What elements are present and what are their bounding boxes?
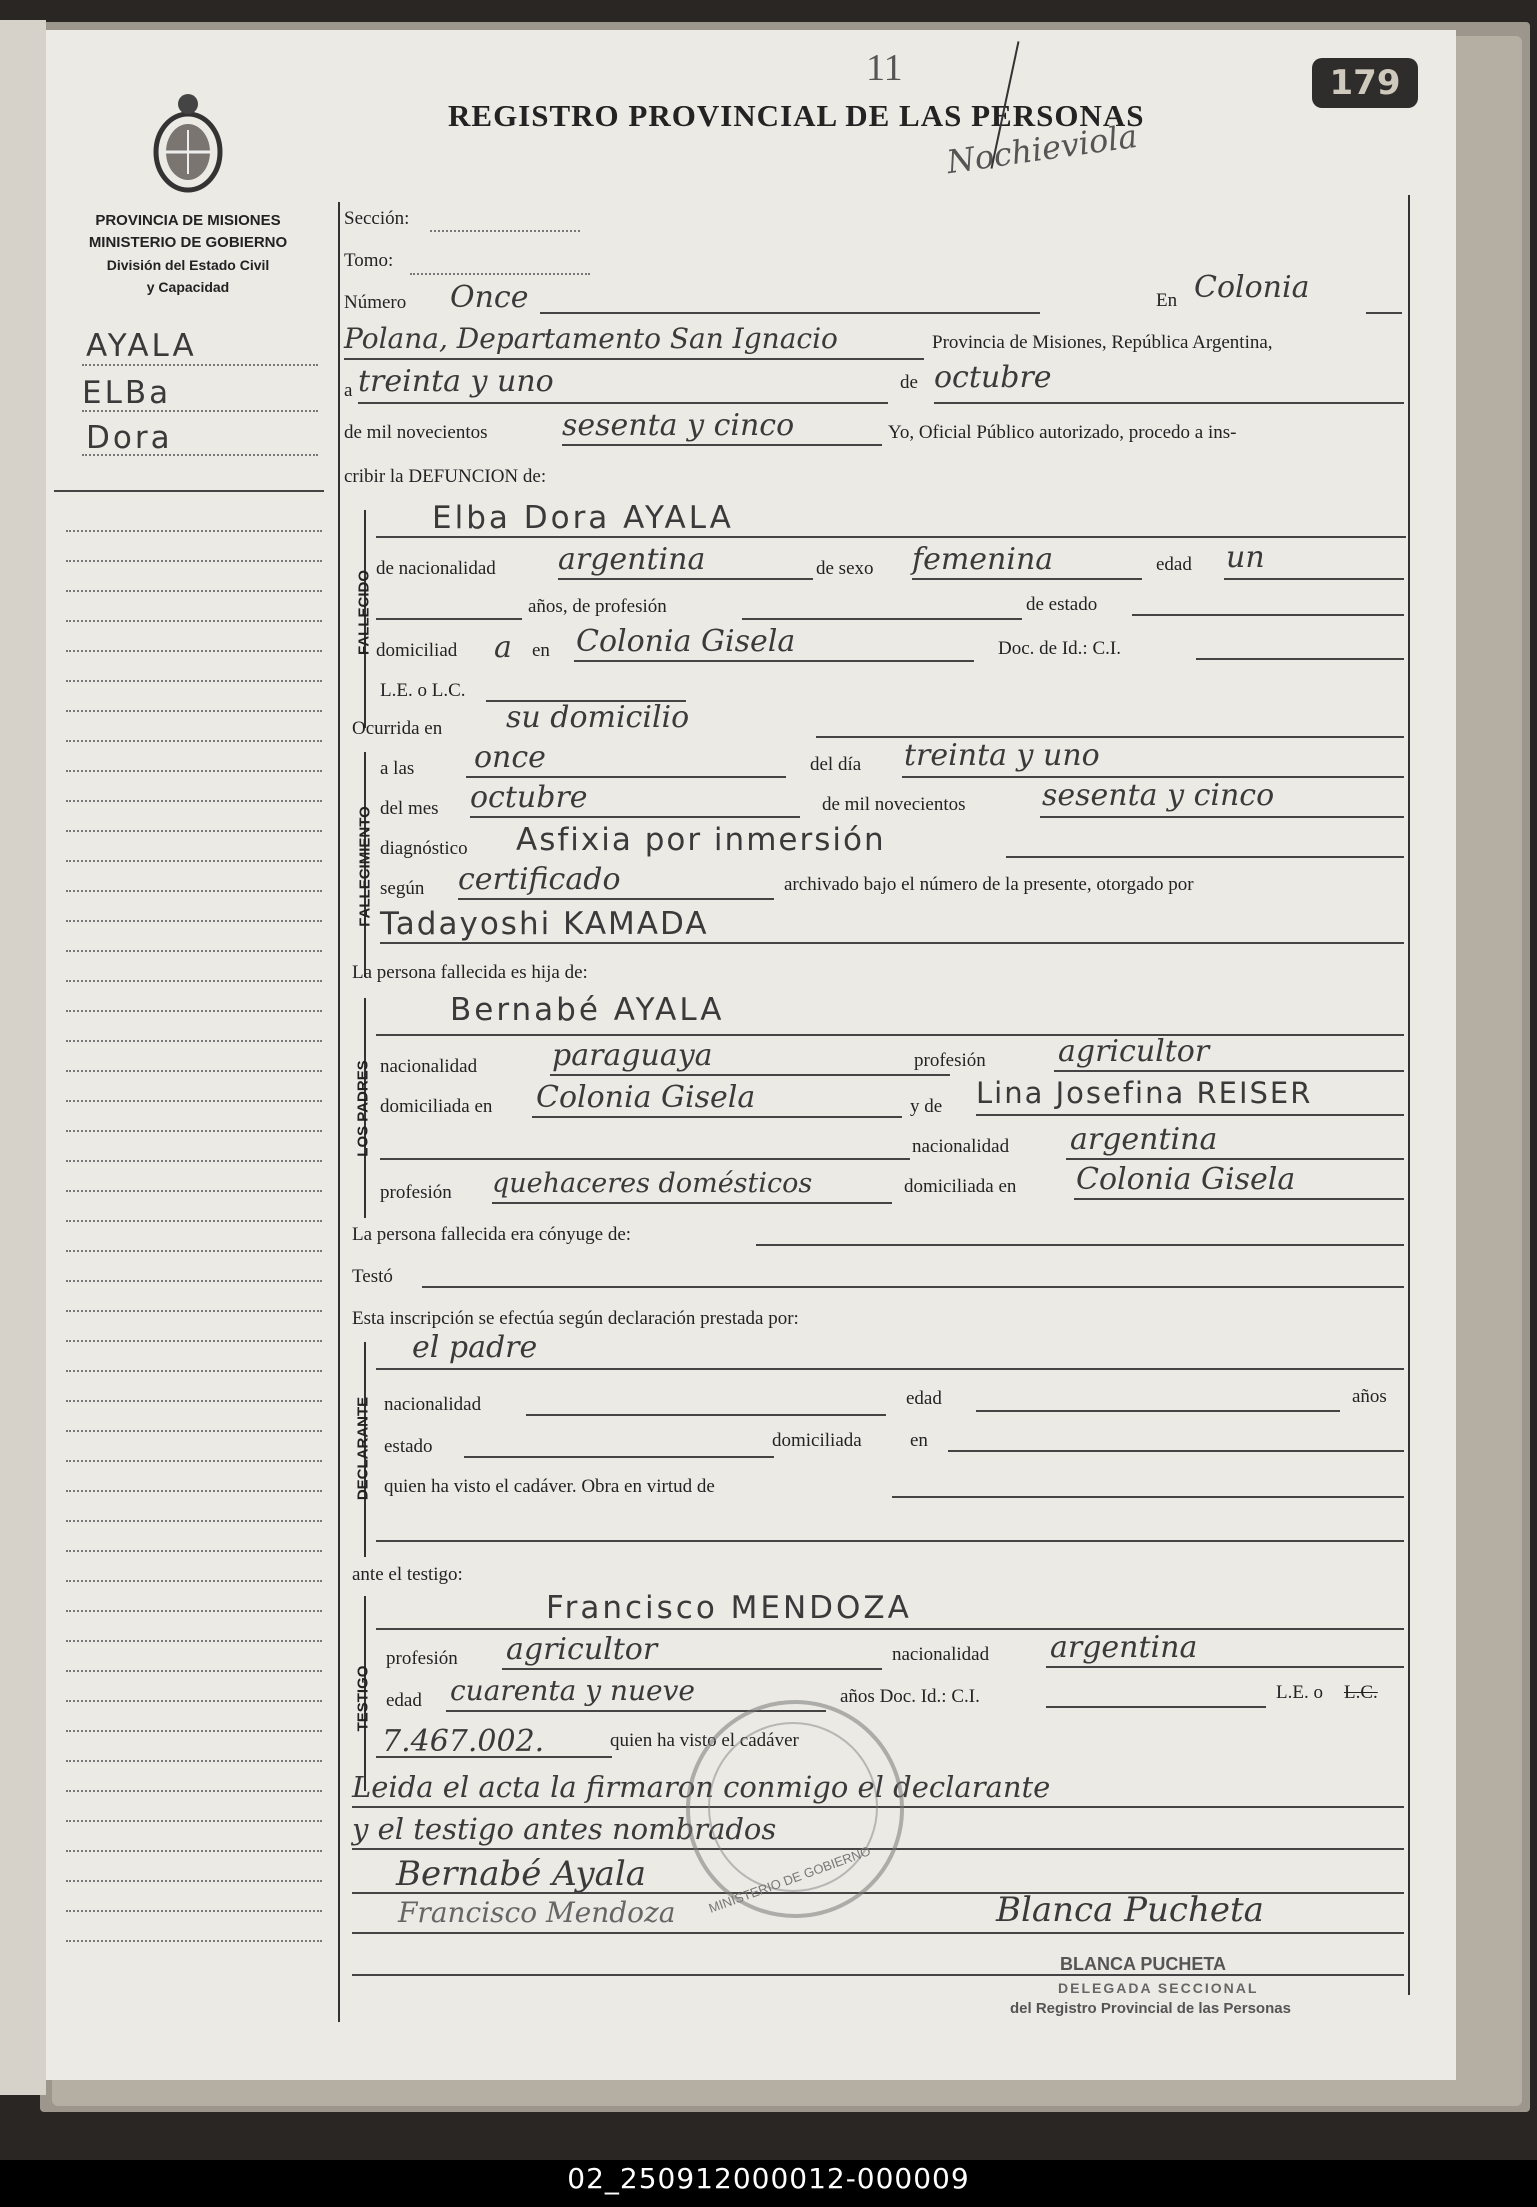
y-de-label: y de: [910, 1096, 943, 1117]
edad4-label: edad: [386, 1690, 422, 1711]
medico-field: [380, 942, 1404, 944]
month-value: octubre: [934, 360, 1052, 395]
doc4-field: [1046, 1706, 1266, 1708]
madre-dom-value: Colonia Gisela: [1076, 1162, 1296, 1197]
year2-value: sesenta y cinco: [1042, 778, 1275, 813]
madre-dom-field: [1074, 1198, 1404, 1200]
padre-value: Bernabé AYALA: [450, 992, 725, 1028]
left-column-border: [338, 202, 340, 2022]
margin-ruled-line: [66, 1790, 322, 1792]
obra-field: [892, 1496, 1404, 1498]
domiciliado-label: domiciliad: [376, 640, 458, 661]
year-value: sesenta y cinco: [562, 408, 795, 443]
nac-value: argentina: [558, 542, 706, 577]
place-value: Polana, Departamento San Ignacio: [344, 322, 838, 355]
margin-ruled-line: [66, 1310, 322, 1312]
archivado-text: archivado bajo el número de la presente, otorgado por: [784, 874, 1194, 895]
margin-ruled-line: [66, 1760, 322, 1762]
ante-testigo-text: ante el testigo:: [352, 1564, 463, 1585]
edad-label: edad: [1156, 554, 1192, 575]
oficial-org: del Registro Provincial de las Personas: [1010, 2000, 1291, 2017]
year-field: [562, 444, 882, 446]
margin-surname: AYALA: [86, 328, 197, 364]
margin-ruled-line: [66, 1520, 322, 1522]
de-estado-label: de estado: [1026, 594, 1098, 615]
testo-label: Testó: [352, 1266, 393, 1287]
domiciliada-en-label: domiciliada en: [380, 1096, 493, 1117]
image-id-label: 02_250912000012-000009: [567, 2162, 970, 2195]
top-signature: Nochieviola: [944, 116, 1140, 182]
conyuge-text: La persona fallecida era cónyuge de:: [352, 1224, 632, 1245]
doc-id-label: Doc. de Id.: C.I.: [998, 638, 1121, 659]
del-mes-label: del mes: [380, 798, 439, 819]
madre-value: Lina Josefina REISER: [976, 1076, 1313, 1110]
quien-visto-text: quien ha visto el cadáver. Obra en virtud de: [384, 1476, 715, 1497]
margin-ruled-line: [66, 1100, 322, 1102]
hora-field: [466, 776, 786, 778]
nac3-field: [526, 1414, 886, 1416]
madre-nac-field: [1066, 1158, 1404, 1160]
margin-ruled-line: [66, 1640, 322, 1642]
previous-page-edge: [0, 20, 46, 2095]
de-label: de: [900, 372, 918, 393]
seccion-label: Sección:: [344, 208, 410, 229]
seccion-field: [430, 230, 580, 232]
conyuge-field: [756, 1244, 1404, 1246]
mes-field: [470, 816, 800, 818]
testigo-nac-value: argentina: [1050, 1630, 1198, 1665]
nacionalidad2-label: nacionalidad: [912, 1136, 1010, 1157]
fallecido-label: FALLECIDO: [355, 570, 373, 655]
anos-doc-label: años Doc. Id.: C.I.: [840, 1686, 980, 1707]
padre-nac-field: [550, 1074, 950, 1076]
testigo-doc-field: [376, 1756, 612, 1758]
segun-label: según: [380, 878, 425, 899]
provincia-text: Provincia de Misiones, República Argentina,: [932, 332, 1273, 353]
margin-ruled-line: [66, 860, 322, 862]
mes-value: octubre: [470, 780, 588, 815]
issuer-capacity: y Capacidad: [146, 279, 230, 295]
nacionalidad-label: nacionalidad: [380, 1056, 478, 1077]
profesion-label: profesión: [914, 1050, 986, 1071]
testo-field: [422, 1286, 1404, 1288]
de-sexo-label: de sexo: [816, 558, 874, 579]
obra-field-2: [376, 1540, 1404, 1542]
day-value: treinta y uno: [358, 364, 554, 399]
dia-value: treinta y uno: [904, 738, 1100, 773]
margin-ruled-line: [66, 740, 322, 742]
domiciliada3-label: domiciliada: [772, 1430, 862, 1451]
segun-field: [458, 898, 774, 900]
madre-field: [976, 1114, 1404, 1116]
margin-ruled-line: [66, 1700, 322, 1702]
declarante-field: [376, 1368, 1404, 1370]
yo-text: Yo, Oficial Público autorizado, procedo a ins-: [888, 422, 1237, 443]
margin-ruled-line: [66, 1340, 322, 1342]
ocurrida-label: Ocurrida en: [352, 718, 443, 739]
margin-ruled-line: [66, 1820, 322, 1822]
edad3-field: [976, 1410, 1340, 1412]
de-mil2-label: de mil novecientos: [822, 794, 966, 815]
stamp-text: MINISTERIO DE GOBIERNO: [706, 1843, 873, 1916]
padre-field: [376, 1034, 1404, 1036]
edad-value: un: [1226, 540, 1265, 575]
madre-prof-field: [492, 1202, 892, 1204]
margin-ruled-line: [66, 1370, 322, 1372]
sexo-field: [912, 578, 1142, 580]
margin-line: [82, 454, 318, 456]
issuer-province: PROVINCIA DE MISIONES: [95, 212, 281, 229]
margin-ruled-line: [66, 1070, 322, 1072]
padre-dom-value: Colonia Gisela: [536, 1080, 756, 1115]
profesion-field: [742, 618, 1022, 620]
margin-ruled-line: [66, 1610, 322, 1612]
declarante-label: DECLARANTE: [354, 1396, 372, 1501]
margin-ruled-line: [66, 1580, 322, 1582]
de-mil-label: de mil novecientos: [344, 422, 488, 443]
padre-prof-field: [1054, 1070, 1404, 1072]
page-number-handwritten: 11: [866, 47, 903, 89]
leida-line1: Leida el acta la firmaron conmigo el declarante: [352, 1770, 1051, 1804]
right-border: [1408, 195, 1410, 1995]
en2-label: en: [532, 640, 550, 661]
signature-declarante: Bernabé Ayala: [396, 1854, 647, 1894]
a-label: a: [344, 380, 353, 401]
margin-ruled-line: [66, 1430, 322, 1432]
margin-ruled-line: [66, 1220, 322, 1222]
numero-value: Once: [450, 280, 529, 315]
margin-ruled-line: [66, 1250, 322, 1252]
closing-field-5: [352, 1974, 1404, 1976]
margin-ruled-line: [66, 770, 322, 772]
margin-ruled-line: [66, 1190, 322, 1192]
ocurrida-value: su domicilio: [506, 700, 690, 735]
profesion2-label: profesión: [380, 1182, 452, 1203]
le-o-label: L.E. o: [1276, 1682, 1323, 1703]
leida-line2: y el testigo antes nombrados: [352, 1812, 777, 1846]
testigo-label: TESTIGO: [354, 1665, 372, 1732]
padre-prof-value: agricultor: [1058, 1034, 1210, 1069]
doc-id-field: [1196, 658, 1404, 660]
issuer-block: [46, 210, 330, 298]
edad-field: [1224, 578, 1404, 580]
tomo-label: Tomo:: [344, 250, 394, 271]
margin-ruled-line: [66, 1490, 322, 1492]
folio-badge: 179: [1312, 58, 1418, 108]
estado3-label: estado: [384, 1436, 433, 1457]
dom-value: Colonia Gisela: [576, 624, 796, 659]
en-field: [1366, 312, 1402, 314]
signature-oficial: Blanca Pucheta: [996, 1890, 1264, 1930]
place-field: [344, 358, 924, 360]
issuer-division: División del Estado Civil: [106, 257, 270, 273]
testigo-value: Francisco MENDOZA: [546, 1590, 912, 1626]
margin-ruled-line: [66, 680, 322, 682]
segun-value: certificado: [458, 862, 621, 897]
medico-value: Tadayoshi KAMADA: [380, 906, 709, 942]
year2-field: [1040, 816, 1404, 818]
declarante-value: el padre: [412, 1330, 538, 1365]
tomo-field: [410, 273, 590, 275]
padre-nac-value: paraguaya: [552, 1038, 713, 1073]
margin-name1: ELBa: [82, 375, 172, 411]
testigo-edad-value: cuarenta y nueve: [450, 1674, 695, 1707]
en3-label: en: [910, 1430, 928, 1451]
testigo-nac-field: [1046, 1666, 1404, 1668]
signature-testigo: Francisco Mendoza: [398, 1896, 676, 1929]
closing-field-4: [352, 1932, 1404, 1934]
issuer-ministry: MINISTERIO DE GOBIERNO: [88, 234, 288, 251]
margin-ruled-line: [66, 1460, 322, 1462]
testigo-prof-field: [502, 1668, 882, 1670]
en-value: Colonia: [1194, 270, 1310, 305]
cribir-text: cribir la DEFUNCION de:: [344, 466, 547, 487]
diagnostico-field: [1006, 856, 1404, 858]
margin-name2: Dora: [86, 420, 173, 456]
document-page: [46, 30, 1456, 2080]
diagnostico-label: diagnóstico: [380, 838, 468, 859]
margin-ruled-line: [66, 650, 322, 652]
margin-ruled-line: [66, 1550, 322, 1552]
estado-field: [1132, 614, 1404, 616]
margin-ruled-line: [66, 530, 322, 532]
page-title: REGISTRO PROVINCIAL DE LAS PERSONAS: [448, 98, 1145, 133]
margin-ruled-line: [66, 1880, 322, 1882]
margin-ruled-line: [66, 1730, 322, 1732]
fallecimiento-label: FALLECIMIENTO: [356, 806, 374, 927]
oficial-cargo: DELEGADA SECCIONAL: [1058, 1980, 1259, 1996]
margin-ruled-line: [66, 1940, 322, 1942]
testigo-field: [376, 1628, 1404, 1630]
le-lc-label: L.E. o L.C.: [380, 680, 466, 701]
dom-field: [574, 660, 974, 662]
testigo-doc-value: 7.467.002.: [382, 1724, 545, 1759]
margin-ruled-line: [66, 620, 322, 622]
hija-de-text: La persona fallecida es hija de:: [352, 962, 588, 983]
anos-field: [376, 618, 522, 620]
argentine-coat-of-arms-icon: [150, 90, 226, 198]
day-field: [358, 402, 888, 404]
blank-field: [380, 1158, 910, 1160]
margin-ruled-line: [66, 1130, 322, 1132]
oficial-name: BLANCA PUCHETA: [1060, 1954, 1226, 1974]
a-las-label: a las: [380, 758, 415, 779]
margin-ruled-line: [66, 710, 322, 712]
de-nac-label: de nacionalidad: [376, 558, 496, 579]
en-label: En: [1156, 290, 1178, 311]
deceased-name: Elba Dora AYALA: [432, 500, 734, 536]
margin-ruled-line: [66, 1400, 322, 1402]
edad3-label: edad: [906, 1388, 942, 1409]
madre-nac-value: argentina: [1070, 1122, 1218, 1157]
margin-ruled-line: [66, 1850, 322, 1852]
madre-prof-value: quehaceres domésticos: [492, 1168, 813, 1199]
margin-ruled-line: [66, 1910, 322, 1912]
diagnostico-value: Asfixia por inmersión: [516, 822, 886, 858]
month-field: [934, 402, 1404, 404]
margin-ruled-line: [66, 920, 322, 922]
quien-ha-visto-text: quien ha visto el cadáver: [610, 1730, 799, 1751]
margin-ruled-line: [66, 590, 322, 592]
margin-ruled-line: [66, 980, 322, 982]
official-stamp-inner: [708, 1722, 878, 1892]
nac3-label: nacionalidad: [384, 1394, 482, 1415]
margin-line: [82, 410, 318, 412]
margin-line: [82, 364, 318, 366]
margin-ruled-line: [66, 1280, 322, 1282]
domiciliado-suffix: a: [494, 630, 512, 665]
inscripcion-text: Esta inscripción se efectúa según declaración prestada por:: [352, 1308, 799, 1329]
padres-label: LOS PADRES: [354, 1060, 372, 1157]
padre-dom-field: [532, 1116, 902, 1118]
margin-ruled-line: [66, 1040, 322, 1042]
margin-divider: [54, 490, 324, 492]
profesion4-label: profesión: [386, 1648, 458, 1669]
margin-ruled-line: [66, 1010, 322, 1012]
del-dia-label: del día: [810, 754, 862, 775]
numero-field: [540, 312, 1040, 314]
dom3-field: [948, 1450, 1404, 1452]
margin-ruled-line: [66, 830, 322, 832]
numero-label: Número: [344, 292, 407, 313]
margin-ruled-line: [66, 1160, 322, 1162]
nac-field: [558, 578, 813, 580]
nacionalidad4-label: nacionalidad: [892, 1644, 990, 1665]
margin-ruled-line: [66, 890, 322, 892]
le-strike: L.C.: [1344, 1682, 1378, 1703]
hora-value: once: [474, 740, 546, 775]
margin-ruled-line: [66, 800, 322, 802]
testigo-prof-value: agricultor: [506, 1632, 658, 1667]
margin-ruled-line: [66, 950, 322, 952]
deceased-field: [376, 536, 1406, 538]
margin-ruled-line: [66, 1670, 322, 1672]
anos-prof-label: años, de profesión: [528, 596, 667, 617]
sexo-value: femenina: [912, 542, 1054, 577]
domiciliada-en2-label: domiciliada en: [904, 1176, 1017, 1197]
estado3-field: [464, 1456, 774, 1458]
margin-ruled-line: [66, 560, 322, 562]
anos3-label: años: [1352, 1386, 1387, 1407]
